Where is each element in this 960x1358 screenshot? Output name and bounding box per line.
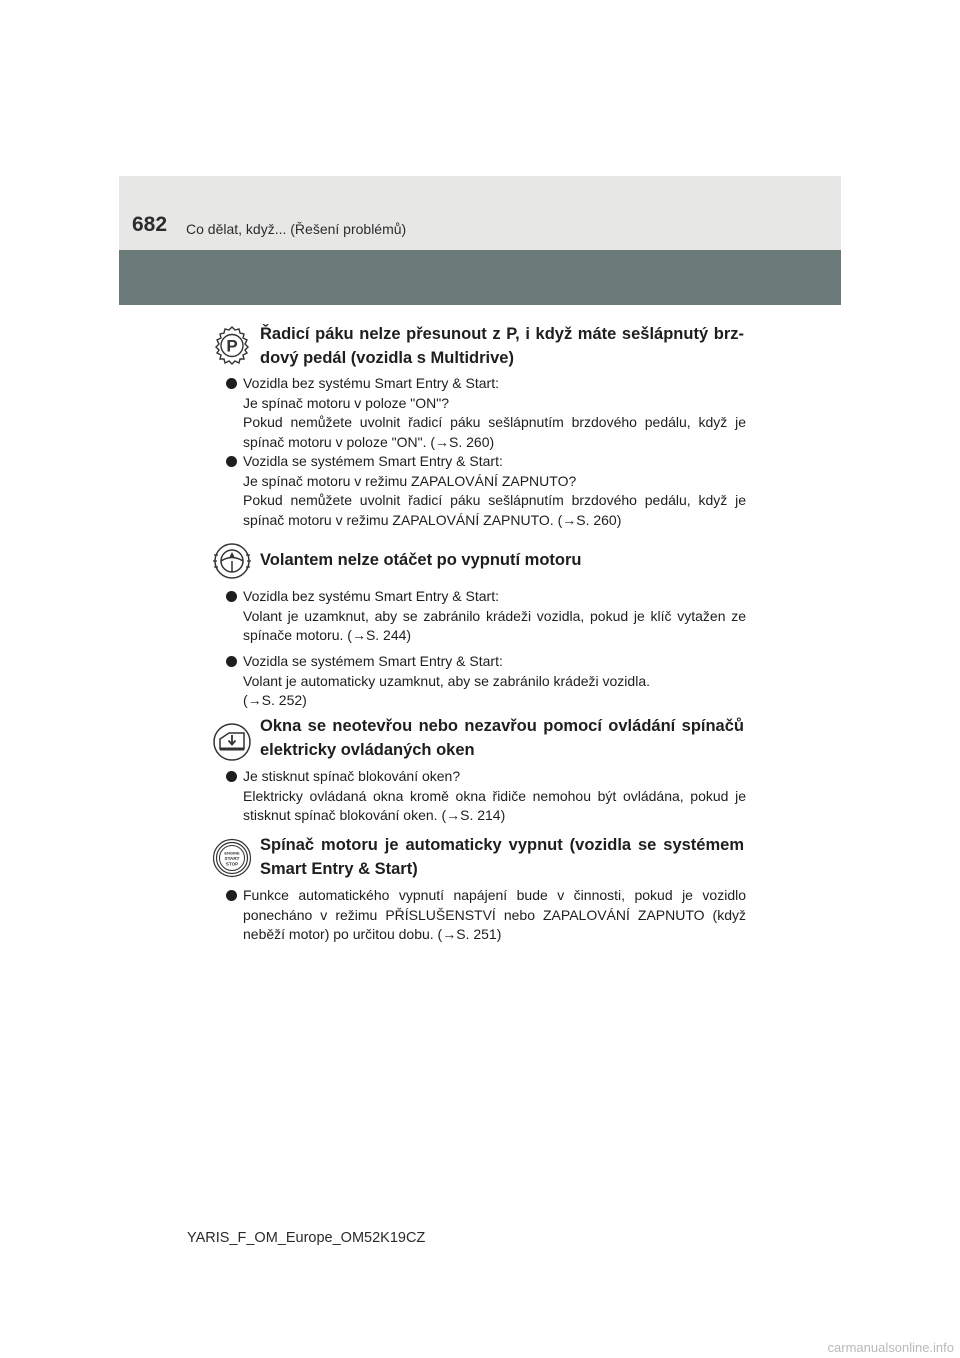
power-window-icon	[212, 722, 252, 762]
bullet-line: Vozidla se systémem Smart Entry & Start:	[243, 453, 503, 469]
model-code: YARIS_F_OM_Europe_OM52K19CZ	[187, 1230, 426, 1246]
bullet-line: Elektricky ovládaná okna kromě okna řidiče nemohou být ovládána, pokud je stisknut spínač blokování oken. (→S. 214)	[243, 787, 746, 823]
bullet-line: Vozidla se systémem Smart Entry & Start:	[243, 653, 503, 669]
bullet-dot	[226, 656, 237, 667]
bullet-line: Vozidla bez systému Smart Entry & Start:	[243, 375, 499, 391]
list-item	[226, 452, 746, 530]
icon-label: ENGINE	[224, 850, 240, 856]
bullet-line: Je stisknut spínač blokování oken?	[243, 768, 461, 784]
bullet-dot	[226, 378, 237, 389]
header-bar	[119, 250, 841, 305]
icon-label: START	[224, 856, 240, 861]
bullet-line: Volant je uzamknut, aby se zabránilo krádeži vozidla, pokud je klíč vytažen ze spínače motoru. (→S. 244)	[243, 607, 746, 643]
bullet-line: Pokud nemůžete uvolnit řadicí páku sešlápnutím brzdového pedálu, když je spínač motoru v režimu ZAPALOVÁNÍ ZAPNUTO. (→S. 260)	[243, 492, 746, 528]
section-title: Volantem nelze otáčet po vypnutí motoru	[260, 551, 582, 569]
list-item	[226, 652, 746, 711]
bullet-line: Pokud nemůžete uvolnit řadicí páku sešlápnutím brzdového pedálu, když je spínač motoru v poloze "ON". (→S. 260)	[243, 414, 746, 450]
bullet-dot	[226, 591, 237, 602]
bullet-line: Je spínač motoru v režimu ZAPALOVÁNÍ ZAPNUTO?	[243, 472, 577, 489]
list-item	[226, 374, 746, 452]
chapter-title: Co dělat, když... (Řešení problémů)	[186, 221, 407, 237]
bullet-line: Funkce automatického vypnutí napájení bude v činnosti, pokud je vozidlo ponecháno v režimu PŘÍSLUŠENSTVÍ nebo ZAPALOVÁNÍ ZAPNUTO (když neběží motor) po určitou dobu. (→S. 251)	[243, 887, 746, 942]
page-number: 682	[132, 213, 168, 236]
section-title: Řadicí páku nelze přesunout z P, i když máte sešlápnutý brz-dový pedál (vozidla s Multidrive)	[260, 325, 744, 367]
bullet-dot	[226, 456, 237, 467]
watermark: carmanualsonline.info	[827, 1340, 954, 1355]
section-title: Okna se neotevřou nebo nezavřou pomocí ovládání spínačů elektricky ovládaných oken	[260, 717, 744, 759]
svg-text:P: P	[226, 336, 238, 356]
list-item	[226, 587, 746, 646]
bullet-line: Je spínač motoru v poloze "ON"?	[243, 394, 450, 411]
list-item	[226, 886, 746, 945]
steering-lock-icon	[212, 541, 252, 581]
bullet-dot	[226, 890, 237, 901]
section-title: Spínač motoru je automaticky vypnut (vozidla se systémem Smart Entry & Start)	[260, 836, 744, 878]
icon-label: STOP	[225, 861, 239, 867]
bullet-line: (→S. 252)	[243, 692, 307, 708]
bullet-dot	[226, 771, 237, 782]
bullet-line: Volant je automaticky uzamknut, aby se zabránilo krádeži vozidla.	[243, 672, 650, 689]
bullet-line: Vozidla bez systému Smart Entry & Start:	[243, 588, 499, 604]
engine-start-stop-icon	[212, 838, 252, 878]
header-band	[119, 176, 841, 250]
list-item	[226, 767, 746, 826]
shift-lever-p-icon	[212, 325, 252, 365]
